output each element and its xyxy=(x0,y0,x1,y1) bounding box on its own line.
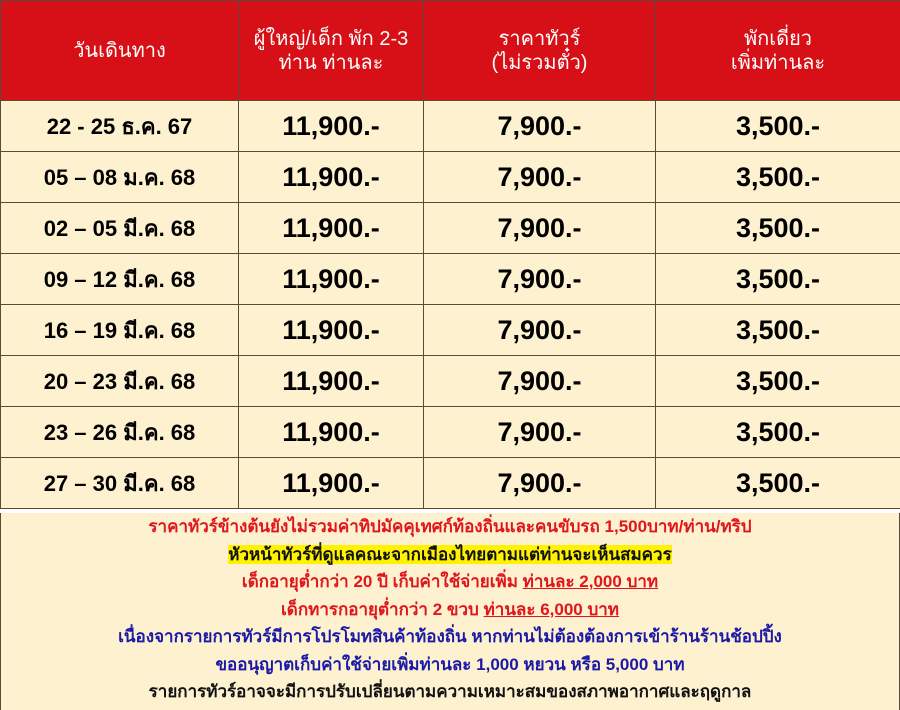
note-tour-leader xyxy=(1,541,899,569)
table-row xyxy=(1,458,900,509)
table-row xyxy=(1,305,900,356)
cell-date: 20 – 23 มี.ค. 68 xyxy=(1,356,239,407)
table-row xyxy=(1,152,900,203)
cell-date: 02 – 05 มี.ค. 68 xyxy=(1,203,239,254)
header-travel-date xyxy=(1,1,239,101)
note-child-fee-text: เด็กอายุต่ำกว่า 20 ปี เก็บค่าใช้จ่ายเพิ่ม xyxy=(241,572,523,591)
cell-tour-price: 7,900.- xyxy=(424,254,656,305)
terms-notes xyxy=(0,513,900,710)
header-single-line2: เพิ่มท่านละ xyxy=(730,51,826,74)
header-tour-price xyxy=(424,1,656,101)
note-infant-fee xyxy=(1,596,899,624)
cell-adult-price: 11,900.- xyxy=(239,101,424,152)
cell-date: 27 – 30 มี.ค. 68 xyxy=(1,458,239,509)
cell-single-supplement: 3,500.- xyxy=(656,356,900,407)
header-adult-line2: ท่าน ท่านละ xyxy=(278,51,384,74)
cell-date: 22 - 25 ธ.ค. 67 xyxy=(1,101,239,152)
header-adult-price xyxy=(239,1,424,101)
cell-date: 16 – 19 มี.ค. 68 xyxy=(1,305,239,356)
cell-adult-price: 11,900.- xyxy=(239,254,424,305)
cell-tour-price: 7,900.- xyxy=(424,458,656,509)
cell-tour-price: 7,900.- xyxy=(424,305,656,356)
cell-adult-price: 11,900.- xyxy=(239,407,424,458)
cell-adult-price: 11,900.- xyxy=(239,305,424,356)
header-single-supplement xyxy=(656,1,900,101)
note-shopping: เนื่องจากรายการทัวร์มีการโปรโมทสินค้าท้องถิ่น หากท่านไม่ต้องต้องการเข้าร้านร้านช้อปปิ้ง xyxy=(118,627,782,646)
note-itinerary-change: รายการทัวร์อาจจะมีการปรับเปลี่ยนตามความเหมาะสมของสภาพอากาศและฤดูกาล xyxy=(148,682,752,701)
cell-single-supplement: 3,500.- xyxy=(656,305,900,356)
note-infant-fee-amount: ท่านละ 6,000 บาท xyxy=(483,599,620,619)
note-child-fee xyxy=(1,568,899,596)
note-child-fee-amount: ท่านละ 2,000 บาท xyxy=(522,572,659,591)
table-row xyxy=(1,203,900,254)
cell-adult-price: 11,900.- xyxy=(239,356,424,407)
note-shopping-fee: ขออนุญาตเก็บค่าใช้จ่ายเพิ่มท่านละ 1,000 หยวน หรือ 5,000 บาท xyxy=(215,654,685,674)
cell-date: 05 – 08 ม.ค. 68 xyxy=(1,152,239,203)
header-tour-line1: ราคาทัวร์ xyxy=(498,27,581,50)
header-tour-line2: (ไม่รวมตั๋ว) xyxy=(491,51,588,74)
cell-adult-price: 11,900.- xyxy=(239,458,424,509)
cell-tour-price: 7,900.- xyxy=(424,356,656,407)
header-single-line1: พักเดี่ยว xyxy=(743,27,813,50)
header-travel-date-label: วันเดินทาง xyxy=(73,39,166,62)
cell-single-supplement: 3,500.- xyxy=(656,101,900,152)
header-row xyxy=(1,1,900,101)
cell-single-supplement: 3,500.- xyxy=(656,407,900,458)
cell-date: 09 – 12 มี.ค. 68 xyxy=(1,254,239,305)
cell-single-supplement: 3,500.- xyxy=(656,152,900,203)
cell-tour-price: 7,900.- xyxy=(424,101,656,152)
cell-tour-price: 7,900.- xyxy=(424,407,656,458)
table-row xyxy=(1,254,900,305)
note-tour-leader-text: หัวหน้าทัวร์ที่ดูแลคณะจากเมืองไทยตามแต่ท่านจะเห็นสมควร xyxy=(228,544,672,564)
cell-adult-price: 11,900.- xyxy=(239,203,424,254)
cell-single-supplement: 3,500.- xyxy=(656,254,900,305)
cell-tour-price: 7,900.- xyxy=(424,152,656,203)
cell-adult-price: 11,900.- xyxy=(239,152,424,203)
note-infant-fee-text: เด็กทารกอายุต่ำกว่า 2 ขวบ xyxy=(280,599,484,619)
cell-single-supplement: 3,500.- xyxy=(656,203,900,254)
note-tip-fee: ราคาทัวร์ข้างต้นยังไม่รวมค่าทิปมัคคุเทศก์ท้องถิ่นและคนขับรถ 1,500บาท/ท่าน/ทริป xyxy=(148,517,752,536)
table-row xyxy=(1,356,900,407)
cell-single-supplement: 3,500.- xyxy=(656,458,900,509)
table-row xyxy=(1,407,900,458)
cell-tour-price: 7,900.- xyxy=(424,203,656,254)
header-adult-line1: ผู้ใหญ่/เด็ก พัก 2-3 xyxy=(253,27,409,50)
cell-date: 23 – 26 มี.ค. 68 xyxy=(1,407,239,458)
table-row xyxy=(1,101,900,152)
